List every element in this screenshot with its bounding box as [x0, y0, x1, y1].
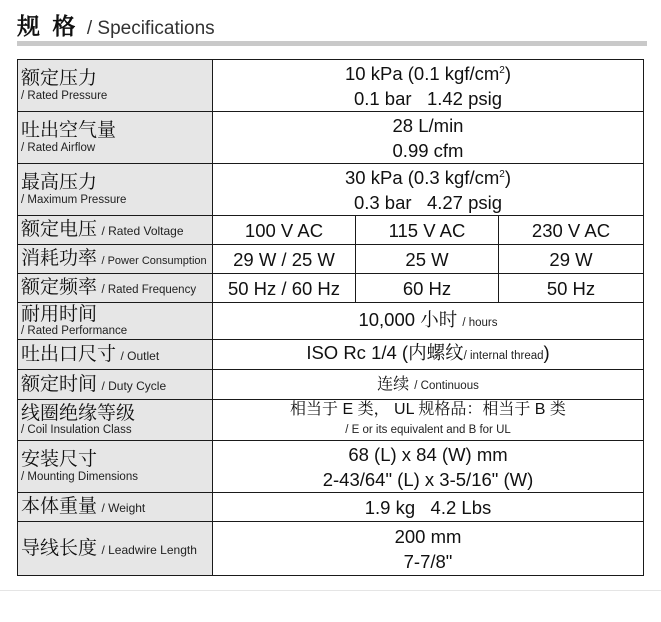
- value-cell: 115 V AC: [356, 216, 499, 245]
- table-row: [18, 441, 644, 493]
- label-cn: 吐出口尺寸: [21, 343, 117, 365]
- row-label: [18, 441, 213, 493]
- row-value: 10,000 小时 / hours: [213, 303, 644, 340]
- row-value: [213, 112, 644, 164]
- value-cell: 29 W: [499, 245, 644, 274]
- table-row: [18, 112, 644, 164]
- label-en: / Rated Pressure: [21, 89, 108, 102]
- table-row: [18, 340, 644, 370]
- row-value: 1.9 kg 4.2 Lbs: [213, 493, 644, 522]
- value-cell: 29 W / 25 W: [213, 245, 356, 274]
- value-cell: 60 Hz: [356, 274, 499, 303]
- label-en: / Mounting Dimensions: [21, 470, 138, 483]
- label-en: / Leadwire Length: [101, 542, 197, 557]
- table-row: [18, 274, 644, 303]
- value-line: 0.3 bar 4.27 psig: [353, 191, 503, 213]
- label-en: / Rated Performance: [21, 325, 128, 338]
- value-line: 68 (L) x 84 (W) mm: [348, 443, 508, 465]
- label-cn: 吐出空气量: [21, 120, 117, 141]
- value-line: / E or its equivalent and B for UL: [345, 424, 511, 436]
- label-en: / Outlet: [120, 348, 160, 363]
- value-cell: 50 Hz: [499, 274, 644, 303]
- section-title-en: / Specifications: [86, 18, 215, 39]
- row-value: [213, 522, 644, 576]
- table-row: [18, 216, 644, 245]
- label-cn: 安装尺寸: [21, 449, 98, 470]
- row-label: [18, 60, 213, 112]
- row-value: ISO Rc 1/4 (内螺纹/ internal thread): [213, 340, 644, 370]
- row-value: [213, 60, 644, 112]
- table-row: [18, 164, 644, 216]
- table-row: [18, 400, 644, 441]
- value-line: 28 L/min: [392, 114, 464, 136]
- section-title-cn: 规 格: [17, 13, 79, 39]
- label-cn: 消耗功率: [21, 248, 98, 270]
- value-line: 10 kPa (0.1 kgf/$cm^2$): [345, 62, 511, 84]
- row-label: [18, 522, 213, 576]
- value-line: 相当于 E 类， UL 规格品：相当于 B 类: [290, 401, 566, 418]
- row-value: [213, 164, 644, 216]
- label-en: / Rated Airflow: [21, 141, 96, 154]
- bottom-rule: [0, 590, 661, 591]
- value-line: 2-43/64" (L) x 3-5/16" (W): [322, 468, 534, 490]
- table-row: [18, 245, 644, 274]
- row-value: [213, 441, 644, 493]
- value-cell: 230 V AC: [499, 216, 644, 245]
- table-row: [18, 370, 644, 400]
- label-cn: 额定频率: [21, 277, 98, 299]
- spec-table: [17, 59, 644, 576]
- label-cn: 线圈绝缘等级: [21, 402, 136, 424]
- row-label: [18, 245, 213, 274]
- label-cn: 额定电压: [21, 219, 98, 241]
- value-cell: 100 V AC: [213, 216, 356, 245]
- label-cn: 最高压力: [21, 172, 98, 193]
- value-cell: 50 Hz / 60 Hz: [213, 274, 356, 303]
- label-cn: 导线长度: [21, 537, 98, 559]
- header-rule: [17, 41, 647, 46]
- row-label: [18, 112, 213, 164]
- label-en: / Duty Cycle: [101, 378, 167, 393]
- value-line: 200 mm: [394, 525, 462, 547]
- label-cn: 耐用时间: [21, 303, 98, 325]
- value-line: 0.1 bar 1.42 psig: [353, 87, 503, 109]
- value-line: 30 kPa (0.3 kgf/$cm^2$): [345, 166, 511, 188]
- table-row: [18, 303, 644, 340]
- row-value: [213, 400, 644, 441]
- row-label: [18, 164, 213, 216]
- label-en: / Rated Voltage: [101, 224, 184, 239]
- row-label: [18, 340, 213, 370]
- value-line: 0.99 cfm: [392, 139, 464, 161]
- row-label: [18, 370, 213, 400]
- row-label: [18, 274, 213, 303]
- section-header: [17, 8, 215, 40]
- label-en: / Coil Insulation Class: [21, 424, 132, 437]
- label-en: / Power Consumption: [101, 255, 207, 268]
- label-en: / Maximum Pressure: [21, 193, 127, 206]
- table-row: [18, 493, 644, 522]
- row-label: [18, 303, 213, 340]
- label-cn: 额定压力: [21, 68, 98, 89]
- label-en: / Weight: [101, 501, 146, 516]
- label-cn: 额定时间: [21, 373, 98, 395]
- label-en: / Rated Frequency: [101, 284, 197, 297]
- table-row: [18, 522, 644, 576]
- value-cell: 25 W: [356, 245, 499, 274]
- row-label: [18, 216, 213, 245]
- label-cn: 本体重量: [21, 496, 98, 518]
- table-row: [18, 60, 644, 112]
- row-label: [18, 493, 213, 522]
- value-line: 7-7/8": [403, 550, 453, 572]
- row-label: [18, 400, 213, 441]
- row-value: 连续 / Continuous: [213, 370, 644, 400]
